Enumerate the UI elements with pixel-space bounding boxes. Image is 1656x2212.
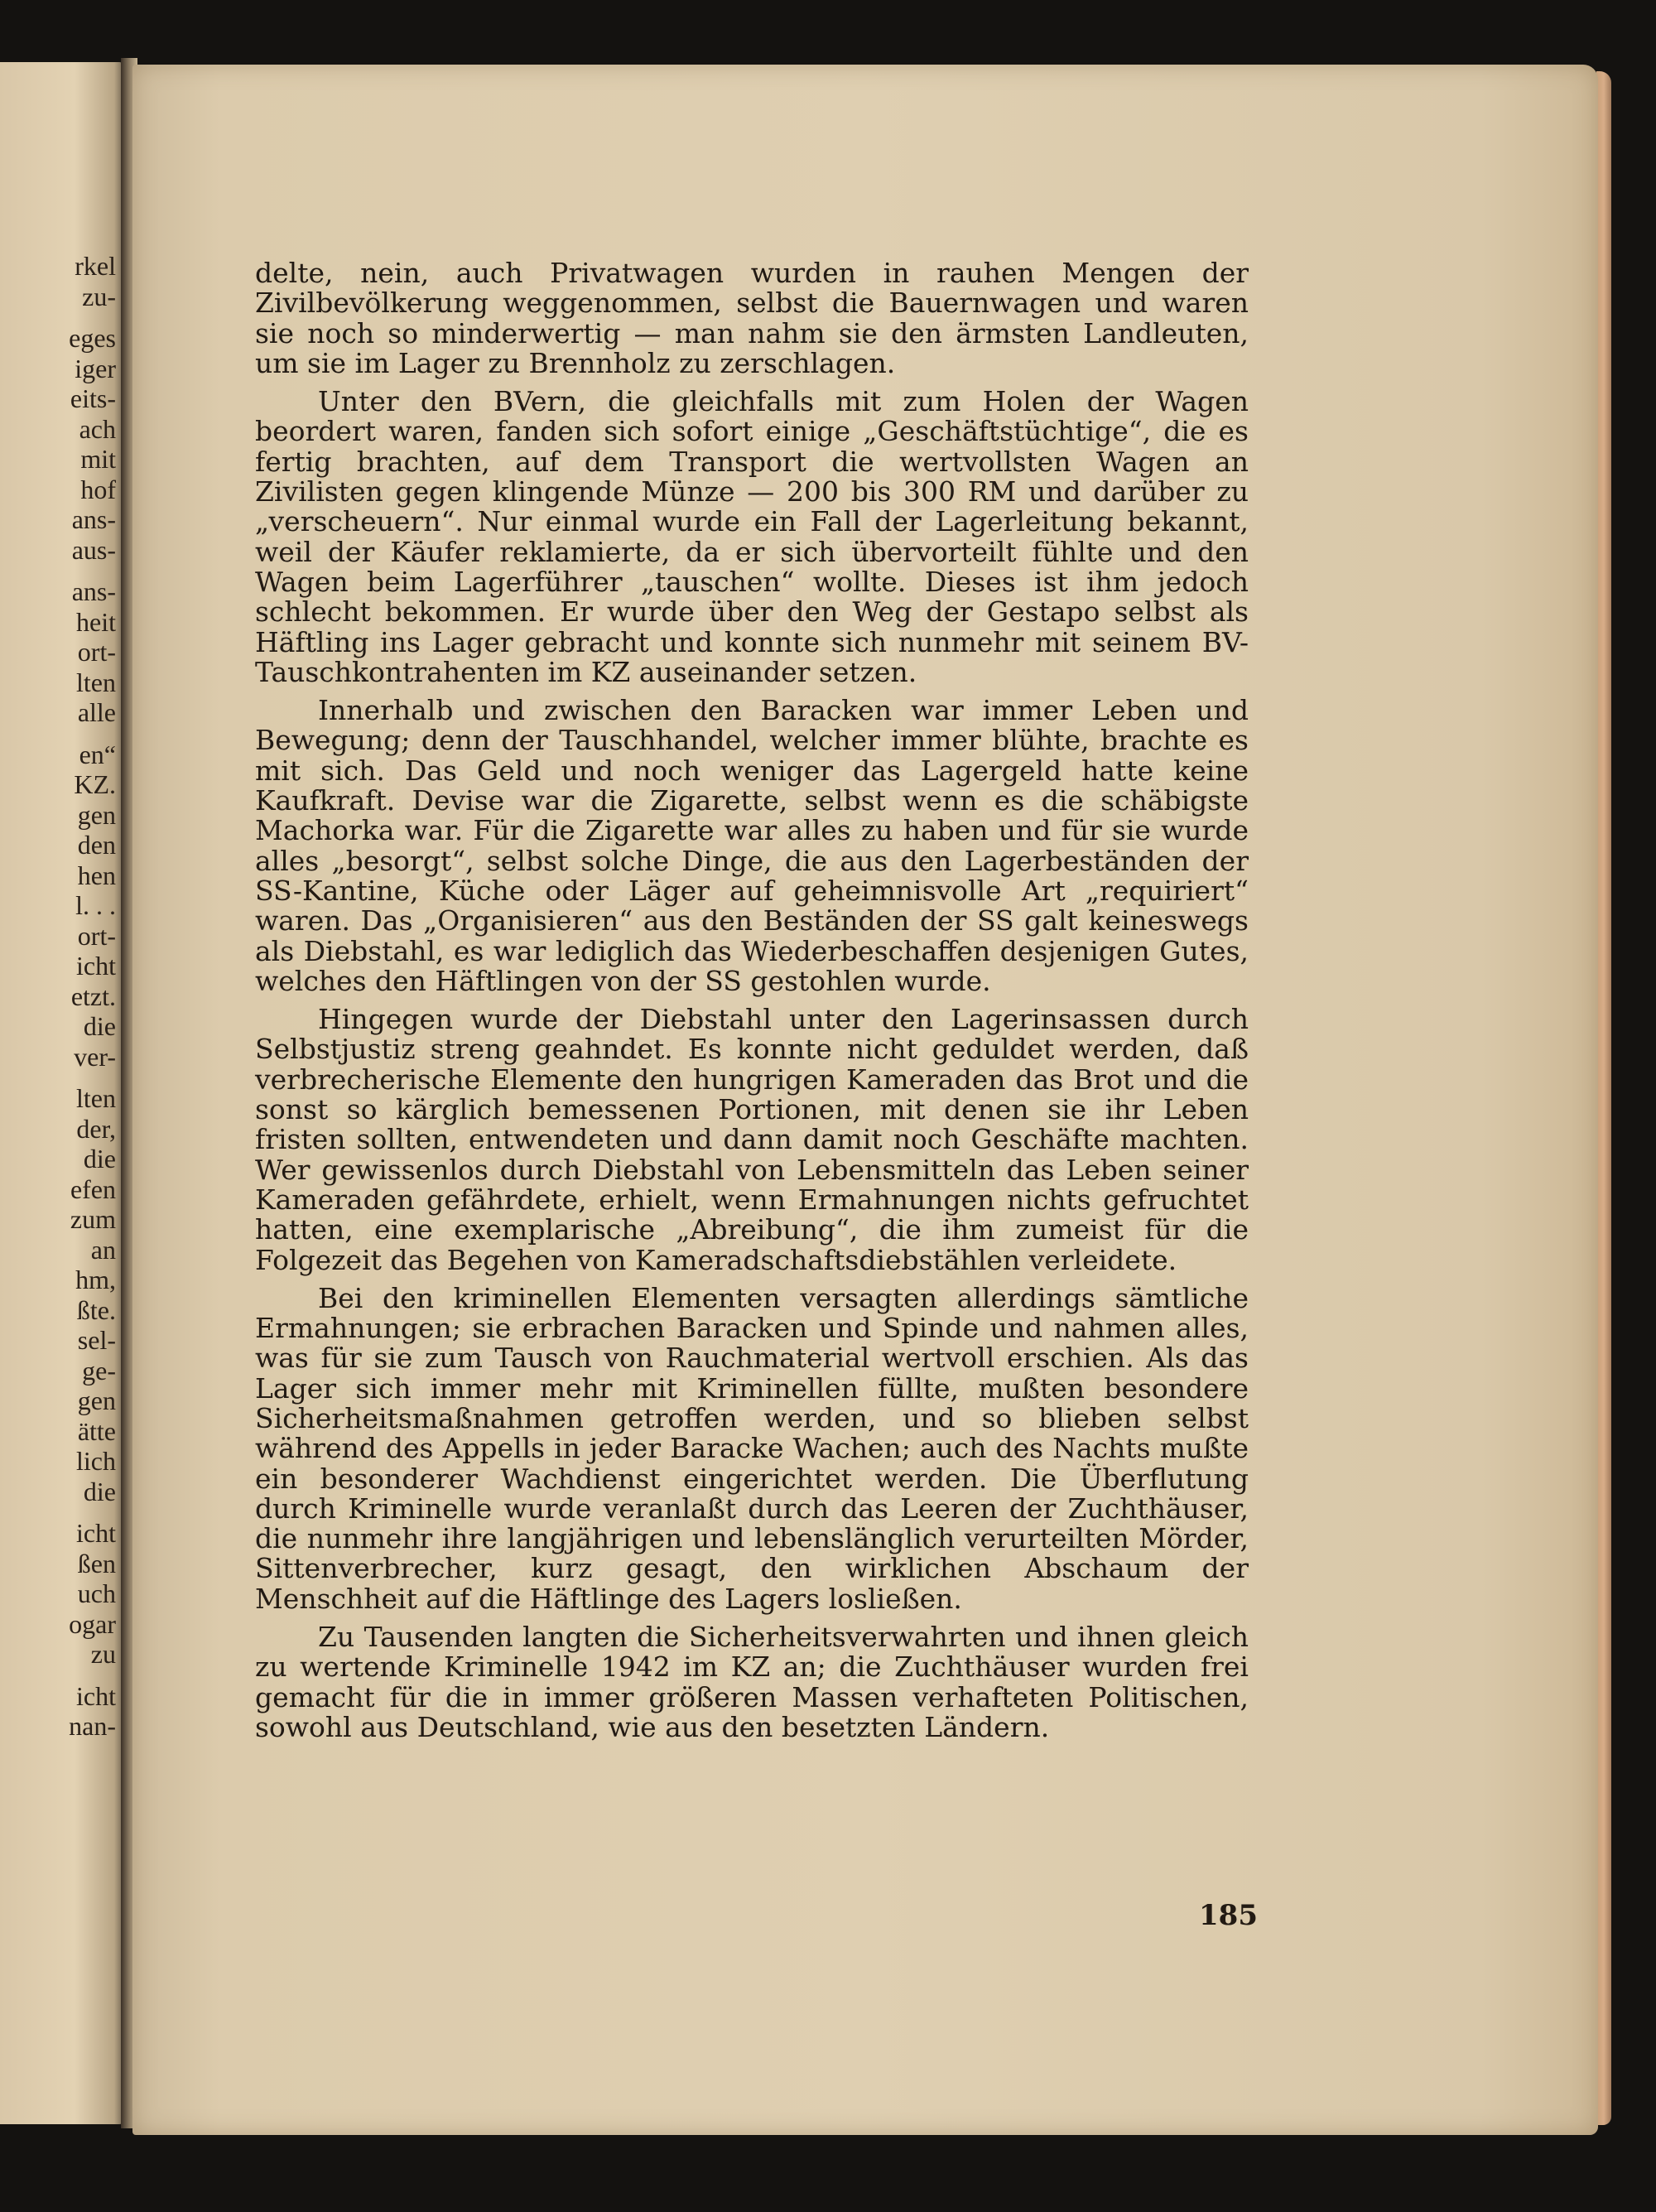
left-page-fragment: ogar <box>69 1608 116 1639</box>
left-page-fragment: ätte <box>77 1415 116 1446</box>
left-page-fragment: hen <box>77 860 116 890</box>
page-edge <box>1596 71 1611 2125</box>
page-number: 185 <box>1199 1899 1258 1932</box>
left-page-fragment <box>8 565 116 576</box>
body-text <box>255 258 1249 1751</box>
left-page <box>0 62 124 2124</box>
left-page-fragment: KZ. <box>74 769 116 799</box>
left-page-fragment: lten <box>76 667 116 697</box>
left-page-fragment: l. . . <box>75 890 116 920</box>
left-page-fragment: die <box>83 1011 116 1041</box>
left-page-fragment: ort- <box>77 920 116 951</box>
left-page-fragment: icht <box>76 1518 116 1548</box>
left-page-fragment: ßen <box>77 1548 116 1578</box>
left-page-fragment: hof <box>80 474 116 504</box>
left-page-fragment: sel- <box>77 1325 116 1355</box>
left-page-fragment <box>8 311 116 323</box>
paragraph: Bei den kriminellen Elementen versagten allerdings sämtliche Ermahnungen; sie erbrachen Baracken und Spinde und nahmen alles, was für sie zum Tausch von Rauchmaterial wertvoll erschien. Als das Lager sich immer mehr mit Kriminellen füllte, mußten besondere Sicherheitsmaßnahmen getroffen werden, und so blieben selbst während des Appells in jeder Baracke Wachen; auch des Nachts mußte ein besonderer Wachdienst eingerichtet werden. Die Überflutung durch Kriminelle wurde veranlaßt durch das Leeren der Zuchthäuser, die nunmehr ihre langjährigen und lebenslänglich verurteilten Mörder, Sittenverbrecher, kurz gesagt, den wirklichen Abschaum der Menschheit auf die Häftlinge des Lagers losließen. <box>255 1281 1249 1615</box>
left-page-fragment: eges <box>69 323 116 353</box>
left-page-fragment: ans- <box>71 504 116 534</box>
left-page-fragment: ge- <box>82 1355 116 1386</box>
left-page-fragment: icht <box>76 1680 116 1711</box>
left-page-margin-text <box>8 251 116 1742</box>
left-page-fragment <box>8 728 116 740</box>
left-page-fragment: gen <box>77 799 116 830</box>
left-page-fragment: zu- <box>82 281 116 311</box>
left-page-fragment: hm, <box>75 1265 116 1294</box>
left-page-fragment: uch <box>77 1578 116 1608</box>
left-page-fragment: aus- <box>71 534 116 565</box>
left-page-fragment: etzt. <box>70 981 116 1011</box>
left-page-fragment: heit <box>76 606 116 637</box>
left-page-fragment: gen <box>77 1386 116 1415</box>
paragraph: Unter den BVern, die gleichfalls mit zum Holen der Wagen beordert waren, fanden sich sofort einige „Geschäftstüchtige“, die es fertig brachten, auf dem Transport die wertvollsten Wagen an Zivilisten gegen klingende Münze — 200 bis 300 RM und darüber zu „verscheuern“. Nur einmal wurde ein Fall der Lagerleitung bekannt, weil der Käufer reklamierte, da er sich übervorteilt fühlte und den Wagen beim Lagerführer „tauschen“ wollte. Dieses ist ihm jedoch schlecht bekommen. Er wurde über den Weg der Gestapo selbst als Häftling ins Lager gebracht und konnte sich nunmehr mit seinem BV-Tauschkontrahenten im KZ auseinander setzen. <box>255 385 1249 688</box>
paragraph: Innerhalb und zwischen den Baracken war immer Leben und Bewegung; denn der Tauschhandel, welcher immer blühte, brachte es mit sich. Das Geld und noch weniger das Lagergeld hatte keine Kaufkraft. Devise war die Zigarette, selbst wenn es die schäbigste Machorka war. Für die Zigarette war alles zu haben und für sie wurde alles „besorgt“, selbst solche Dinge, die aus den Lagerbeständen der SS-Kantine, Küche oder Läger auf geheimnisvolle Art „requiriert“ waren. Das „Organisieren“ aus den Beständen der SS galt keineswegs als Diebstahl, es war lediglich das Wiederbeschaffen desjenigen Gutes, welches den Häftlingen von der SS gestohlen wurde. <box>255 694 1249 997</box>
left-page-fragment <box>8 1506 116 1518</box>
left-page-fragment: eits- <box>70 383 116 413</box>
left-page-fragment: mit <box>80 444 116 474</box>
left-page-fragment: nan- <box>69 1711 116 1741</box>
left-page-fragment: ach <box>79 413 116 444</box>
left-page-fragment: ort- <box>77 637 116 667</box>
left-page-fragment: alle <box>77 697 116 727</box>
left-page-fragment: die <box>83 1144 116 1173</box>
left-page-fragment: ßte. <box>76 1294 116 1325</box>
left-page-fragment: rkel <box>75 251 116 281</box>
paragraph: delte, nein, auch Privatwagen wurden in rauhen Mengen der Zivilbevölkerung weggenommen, selbst die Bauernwagen und waren sie noch so minderwertig — man nahm sie den ärmsten Landleuten, um sie im Lager zu Brennholz zu zerschlagen. <box>255 257 1249 379</box>
left-page-fragment: iger <box>75 353 116 383</box>
left-page-fragment: ver- <box>74 1041 116 1072</box>
left-page-fragment: lich <box>76 1446 116 1476</box>
left-page-fragment: zu <box>90 1639 116 1669</box>
paragraph: Zu Tausenden langten die Sicherheitsverwahrten und ihnen gleich zu wertende Kriminelle 1942 im KZ an; die Zuchthäuser wurden frei gemacht für die in immer größeren Massen verhafteten Politischen, sowohl aus Deutschland, wie aus den besetzten Ländern. <box>255 1621 1249 1743</box>
left-page-fragment: an <box>90 1234 116 1265</box>
paragraph: Hingegen wurde der Diebstahl unter den Lagerinsassen durch Selbstjustiz streng geahndet. Es konnte nicht geduldet werden, daß verbrecherische Elemente den hungrigen Kameraden das Brot und die sonst so kärglich bemessenen Portionen, mit denen sie ihr Leben fristen sollten, entwendeten und dann damit noch Geschäfte machten. Wer gewissenlos durch Diebstahl von Lebensmitteln das Leben seiner Kameraden gefährdete, erhielt, wenn Ermahnungen nichts gefruchtet hatten, eine exemplarische „Abreibung“, die ihm zumeist für die Folgezeit das Begehen von Kameradschaftsdiebstählen verleidete. <box>255 1003 1249 1276</box>
left-page-fragment: en“ <box>79 739 116 769</box>
left-page-fragment: efen <box>70 1173 116 1204</box>
left-page-fragment <box>8 1072 116 1083</box>
left-page-fragment: den <box>77 830 116 860</box>
left-page-fragment: zum <box>70 1204 116 1234</box>
left-page-fragment: lten <box>76 1083 116 1113</box>
left-page-fragment <box>8 1670 116 1681</box>
left-page-fragment: ans- <box>71 576 116 606</box>
left-page-fragment: der, <box>76 1113 116 1144</box>
left-page-fragment: die <box>83 1476 116 1506</box>
left-page-fragment: icht <box>76 951 116 981</box>
